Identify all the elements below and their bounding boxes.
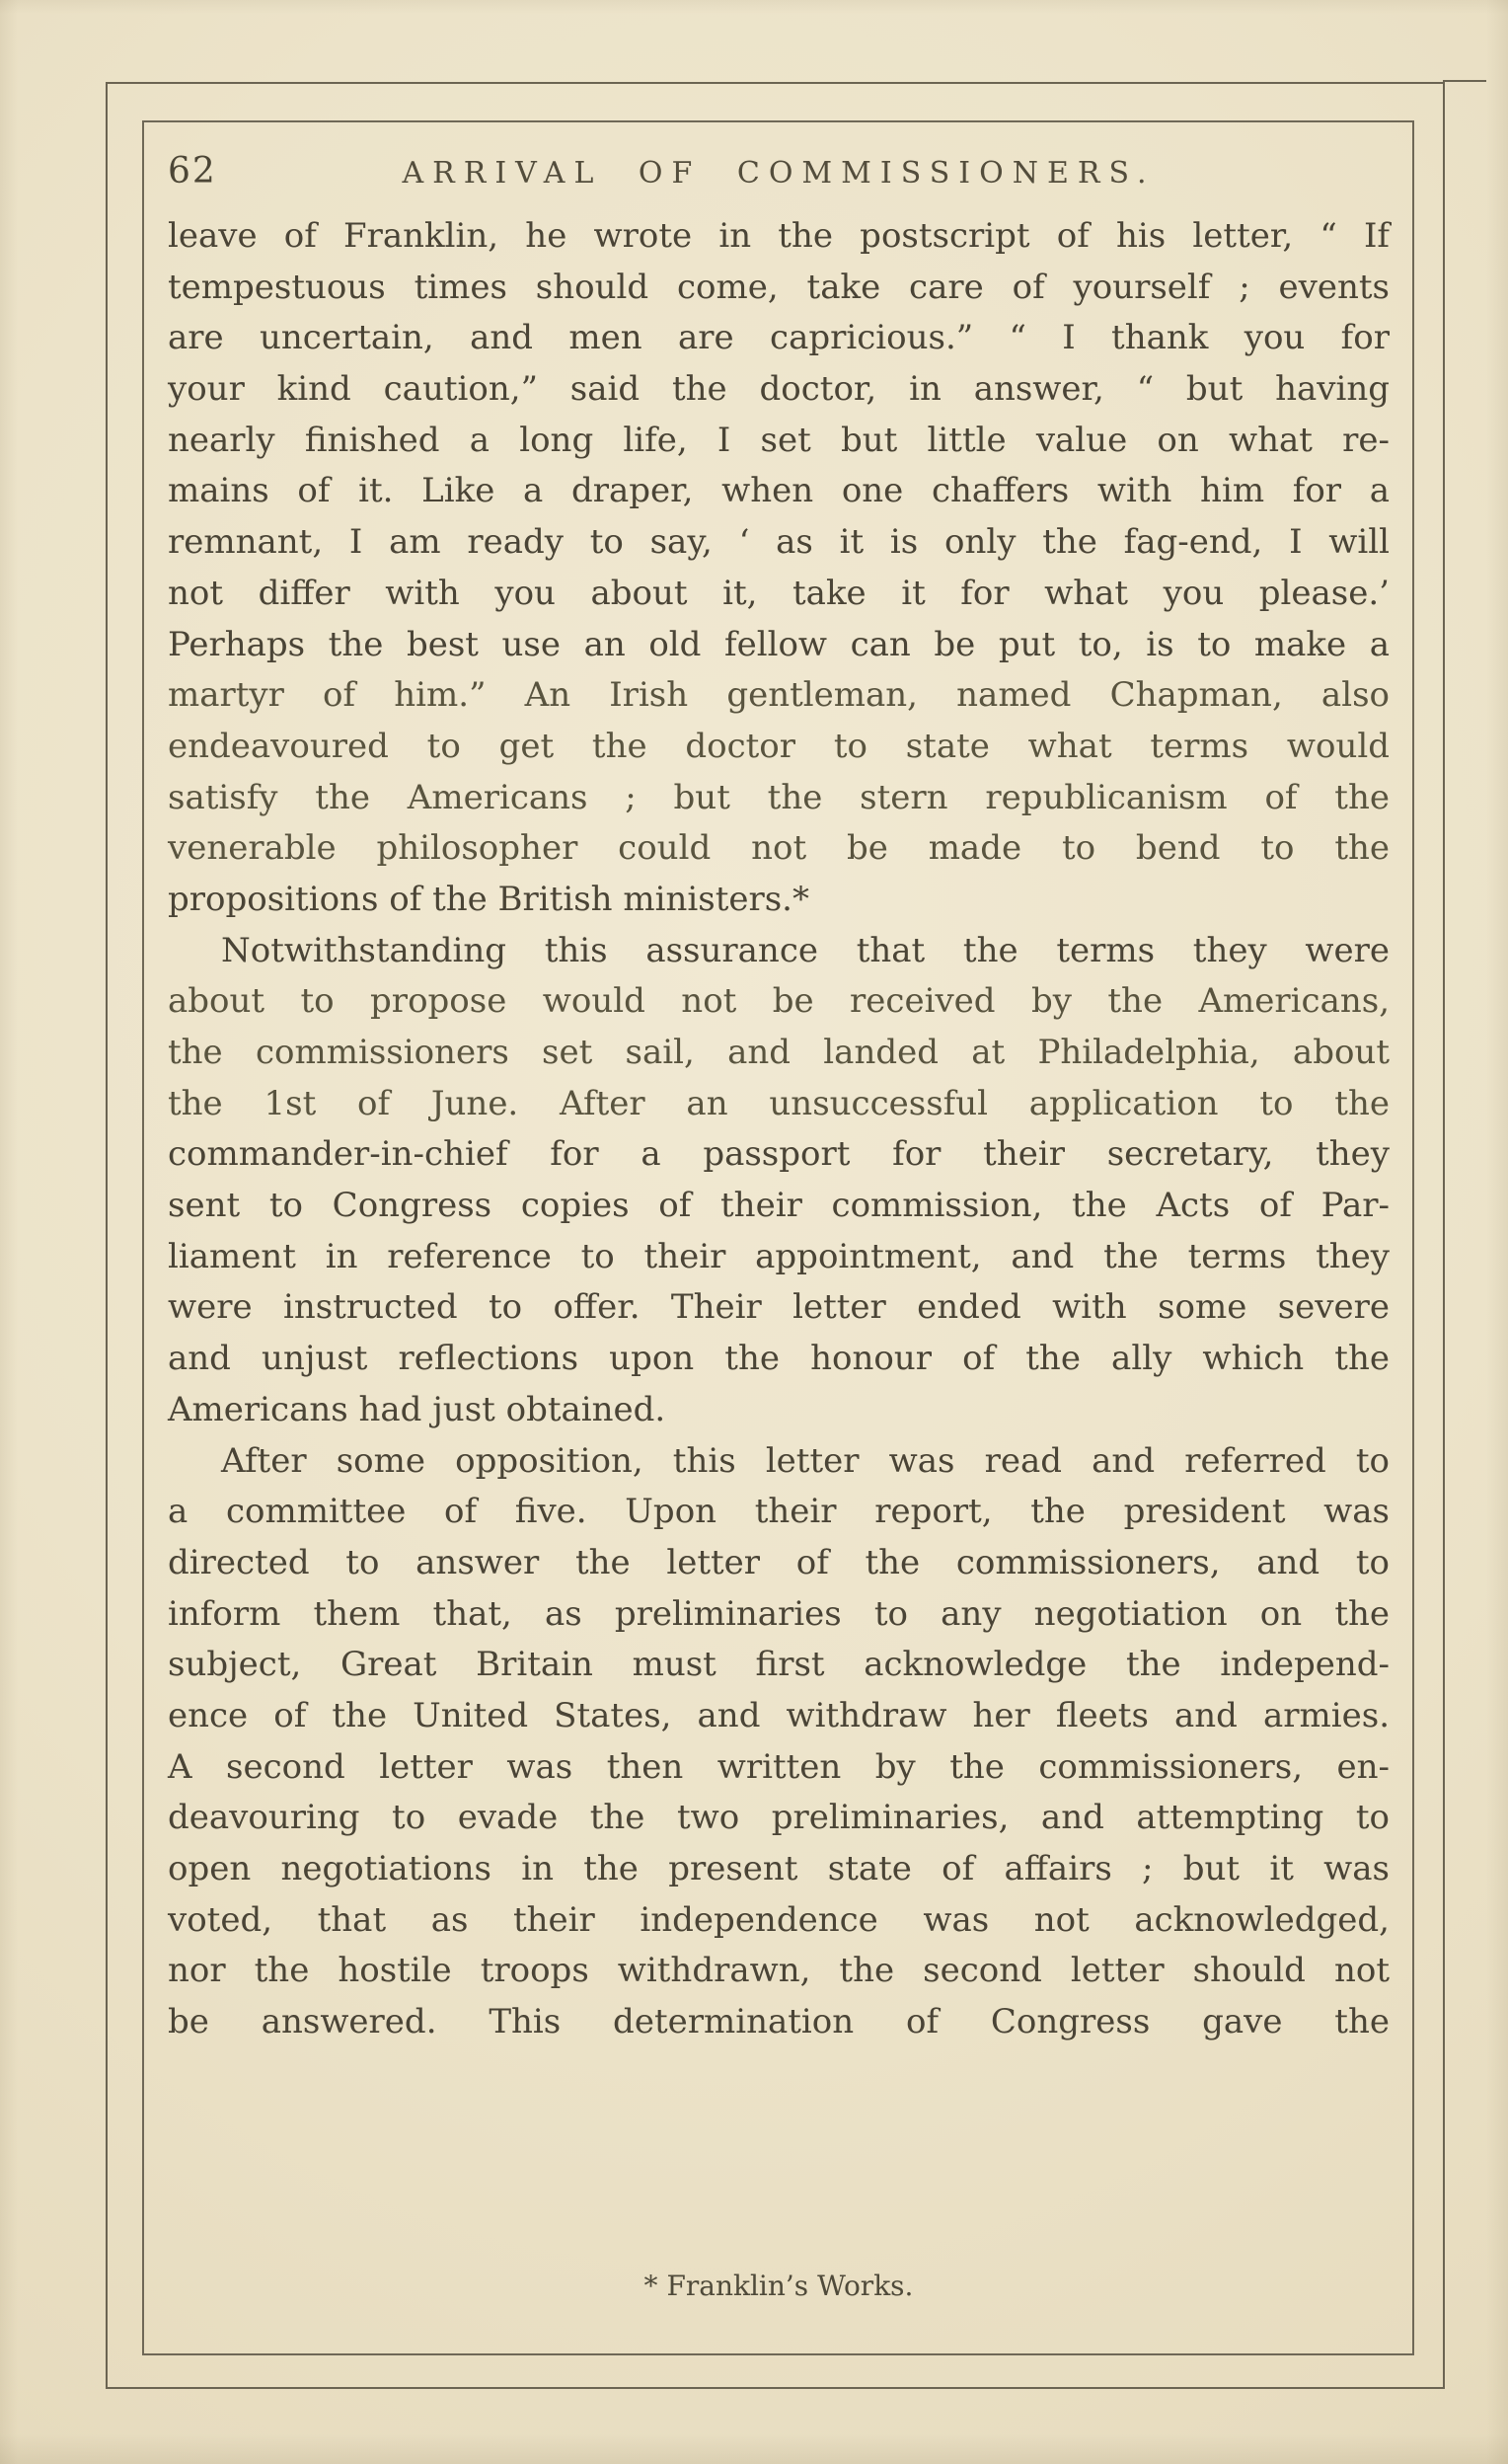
running-head-title: ARRIVAL OF COMMISSIONERS. xyxy=(402,156,1156,191)
text-line: subject, Great Britain must first acknowledge the independ- xyxy=(168,1645,1390,1685)
text-line: the 1st of June. After an unsuccessful application to the xyxy=(168,1083,1390,1123)
text-line: martyr of him.” An Irish gentleman, named Chapman, also xyxy=(168,675,1390,716)
text-line: Perhaps the best use an old fellow can be put to, is to make a xyxy=(168,624,1390,664)
footnote: * Franklin’s Works. xyxy=(643,2270,914,2302)
text-line: were instructed to offer. Their letter ended with some severe xyxy=(168,1287,1390,1328)
text-line: be answered. This determination of Congress gave the xyxy=(168,2002,1390,2042)
text-line: remnant, I am ready to say, ‘ as it is only the fag-end, I will xyxy=(168,522,1390,563)
text-line: commander-in-chief for a passport for their secretary, they xyxy=(168,1134,1390,1175)
border-rule-overshoot xyxy=(1443,80,1486,82)
text-line: sent to Congress copies of their commission, the Acts of Par- xyxy=(168,1186,1390,1226)
text-line: After some opposition, this letter was read and referred to xyxy=(221,1440,1390,1481)
text-line: nearly finished a long life, I set but little value on what re- xyxy=(168,420,1390,460)
text-line: satisfy the Americans ; but the stern republicanism of the xyxy=(168,777,1390,817)
text-line: ence of the United States, and withdraw her fleets and armies. xyxy=(168,1695,1390,1735)
text-line: your kind caution,” said the doctor, in answer, “ but having xyxy=(168,369,1390,410)
text-line: propositions of the British ministers.* xyxy=(168,879,809,919)
text-line: tempestuous times should come, take care of yourself ; events xyxy=(168,267,1390,307)
text-line: endeavoured to get the doctor to state what terms would xyxy=(168,726,1390,766)
text-line: nor the hostile troops withdrawn, the second letter should not xyxy=(168,1951,1390,1991)
text-line: deavouring to evade the two preliminaries, and attempting to xyxy=(168,1798,1390,1838)
text-line: leave of Franklin, he wrote in the postscript of his letter, “ If xyxy=(168,216,1390,256)
text-line: venerable philosopher could not be made to bend to the xyxy=(168,828,1390,869)
text-line: and unjust reflections upon the honour of the ally which the xyxy=(168,1339,1390,1379)
text-line: liament in reference to their appointment, and the terms they xyxy=(168,1236,1390,1276)
text-line: directed to answer the letter of the commissioners, and to xyxy=(168,1542,1390,1582)
text-line: A second letter was then written by the commissioners, en- xyxy=(168,1746,1390,1787)
page-header xyxy=(168,146,1390,197)
text-line: a committee of five. Upon their report, the president was xyxy=(168,1492,1390,1532)
text-line: mains of it. Like a draper, when one chaffers with him for a xyxy=(168,471,1390,511)
text-line: about to propose would not be received by the Americans, xyxy=(168,981,1390,1022)
text-line: voted, that as their independence was not acknowledged, xyxy=(168,1899,1390,1940)
page-number: 62 xyxy=(168,151,217,192)
text-line: inform them that, as preliminaries to any negotiation on the xyxy=(168,1593,1390,1634)
text-line: open negotiations in the present state of affairs ; but it was xyxy=(168,1849,1390,1888)
text-line: not differ with you about it, take it for what you please.’ xyxy=(168,573,1390,613)
body-text-block xyxy=(168,211,1390,2048)
text-line: Notwithstanding this assurance that the terms they were xyxy=(221,930,1390,970)
text-line: the commissioners set sail, and landed at Philadelphia, about xyxy=(168,1033,1390,1072)
text-line: Americans had just obtained. xyxy=(168,1389,666,1429)
text-line: are uncertain, and men are capricious.” “ I thank you for xyxy=(168,318,1390,358)
